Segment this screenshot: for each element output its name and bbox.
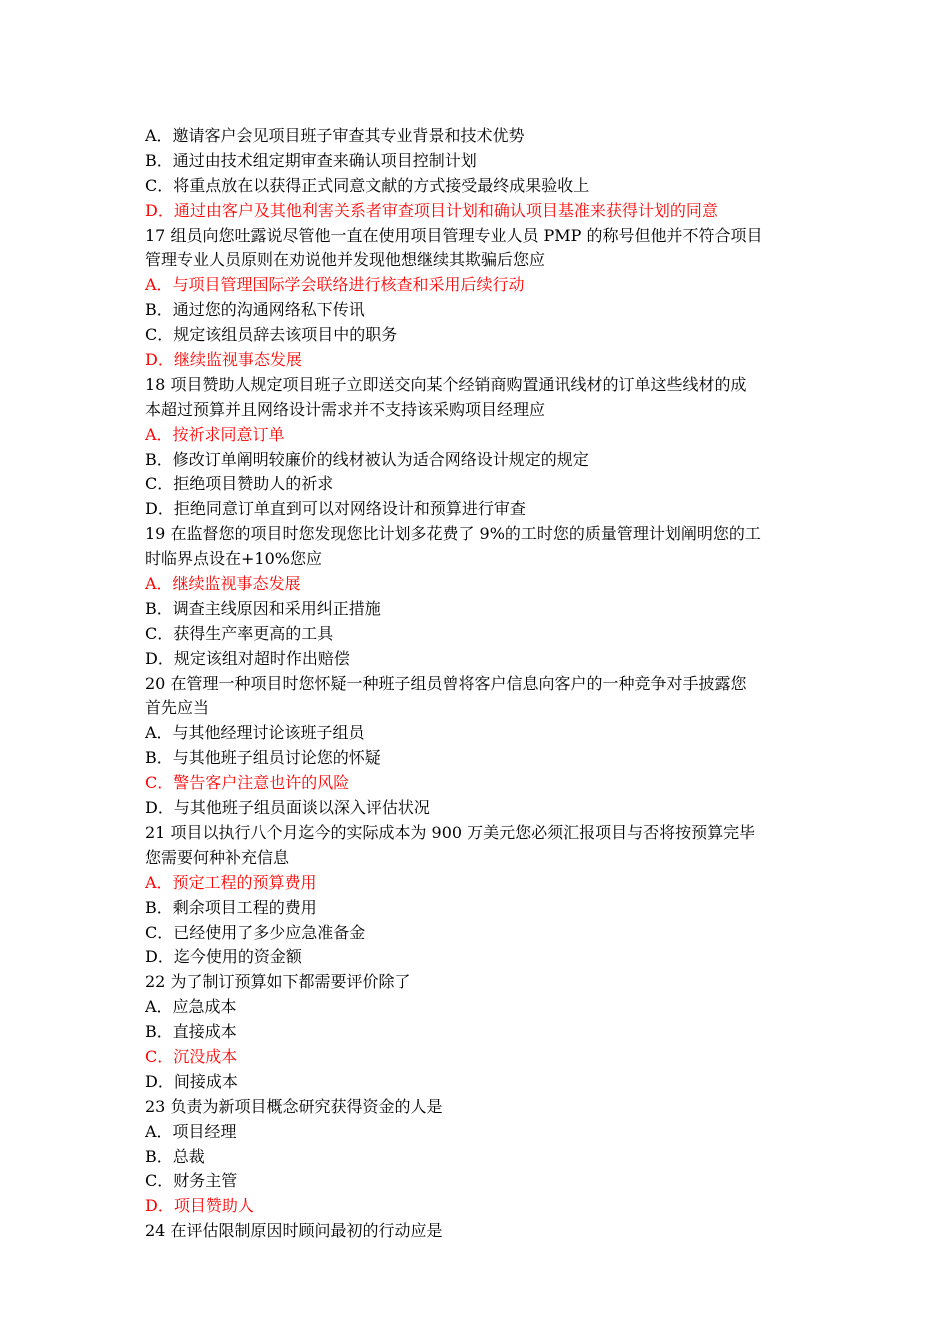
text-line: B．调查主线原因和采用纠正措施 xyxy=(145,598,381,618)
text-line: C．获得生产率更高的工具 xyxy=(145,623,334,643)
answer-option-line: C．沉没成本 xyxy=(145,1046,238,1066)
text-line: 本超过预算并且网络设计需求并不支持该采购项目经理应 xyxy=(145,399,546,419)
text-line: B．与其他班子组员讨论您的怀疑 xyxy=(145,748,381,768)
text-line: D．与其他班子组员面谈以深入评估状况 xyxy=(145,798,430,818)
text-line: A．应急成本 xyxy=(145,997,237,1017)
text-line: 管理专业人员原则在劝说他并发现他想继续其欺骗后您应 xyxy=(145,250,546,270)
text-line: C．财务主管 xyxy=(145,1171,238,1191)
text-line: B．通过您的沟通网络私下传讯 xyxy=(145,300,365,320)
text-line: 18 项目赞助人规定项目班子立即送交向某个经销商购置通讯线材的订单这些线材的成 xyxy=(145,374,747,394)
text-line: 17 组员向您吐露说尽管他一直在使用项目管理专业人员 PMP 的称号但他并不符合项目 xyxy=(145,225,763,245)
answer-option-line: D．通过由客户及其他利害关系者审查项目计划和确认项目基准来获得计划的同意 xyxy=(145,200,718,220)
text-line: 24 在评估限制原因时顾问最初的行动应是 xyxy=(145,1221,443,1241)
text-line: 22 为了制订预算如下都需要评价除了 xyxy=(145,972,411,992)
text-line: 19 在监督您的项目时您发现您比计划多花费了 9%的工时您的质量管理计划阐明您的工 xyxy=(145,524,761,544)
text-line: 20 在管理一种项目时您怀疑一种班子组员曾将客户信息向客户的一种竞争对手披露您 xyxy=(145,673,747,693)
text-line: 您需要何种补充信息 xyxy=(145,847,290,867)
text-line: 21 项目以执行八个月迄今的实际成本为 900 万美元您必须汇报项目与否将按预算完毕 xyxy=(145,822,756,842)
text-line: A．项目经理 xyxy=(145,1121,237,1141)
text-line: C．将重点放在以获得正式同意文献的方式接受最终成果验收上 xyxy=(145,175,590,195)
answer-option-line: A．与项目管理国际学会联络进行核查和采用后续行动 xyxy=(145,275,525,295)
answer-option-line: A．按祈求同意订单 xyxy=(145,424,285,444)
text-line: C．规定该组员辞去该项目中的职务 xyxy=(145,325,398,345)
text-line: B．通过由技术组定期审查来确认项目控制计划 xyxy=(145,150,477,170)
text-line: B．总裁 xyxy=(145,1146,205,1166)
answer-option-line: A．预定工程的预算费用 xyxy=(145,872,317,892)
text-line: A．邀请客户会见项目班子审查其专业背景和技术优势 xyxy=(145,126,525,145)
text-line: B．直接成本 xyxy=(145,1022,237,1042)
text-line: D．规定该组对超时作出赔偿 xyxy=(145,648,350,668)
text-line: B．剩余项目工程的费用 xyxy=(145,897,317,917)
text-line: 首先应当 xyxy=(145,698,210,718)
text-line: D．拒绝同意订单直到可以对网络设计和预算进行审查 xyxy=(145,499,526,519)
answer-option-line: C．警告客户注意也许的风险 xyxy=(145,773,350,793)
text-line: D．间接成本 xyxy=(145,1071,238,1091)
text-line: C．已经使用了多少应急准备金 xyxy=(145,922,366,942)
answer-option-line: A．继续监视事态发展 xyxy=(145,574,301,594)
text-line: 时临界点设在+10%您应 xyxy=(145,549,322,569)
answer-option-line: D．继续监视事态发展 xyxy=(145,350,302,370)
text-line: 23 负责为新项目概念研究获得资金的人是 xyxy=(145,1096,443,1116)
text-line: D．迄今使用的资金额 xyxy=(145,947,302,967)
answer-option-line: D．项目赞助人 xyxy=(145,1196,254,1216)
text-line: C．拒绝项目赞助人的祈求 xyxy=(145,474,334,494)
document-body xyxy=(145,124,810,1244)
text-line: B．修改订单阐明较廉价的线材被认为适合网络设计规定的规定 xyxy=(145,449,589,469)
text-line: A．与其他经理讨论该班子组员 xyxy=(145,723,365,743)
